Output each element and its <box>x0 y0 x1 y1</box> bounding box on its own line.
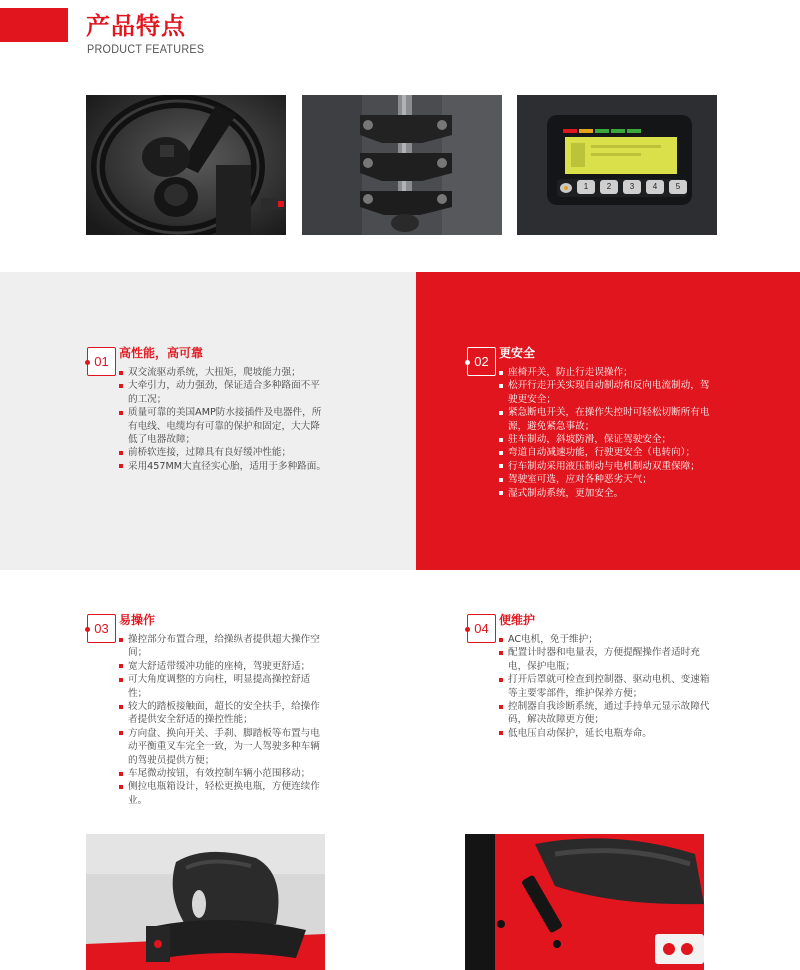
feature-number: 03 <box>94 621 109 636</box>
feature-number: 02 <box>474 354 489 369</box>
feature-item: 配置计时器和电量表，方便提醒操作者适时充电，保护电瓶； <box>499 646 717 673</box>
feature-item: 双交流驱动系统，大扭矩，爬坡能力强； <box>119 366 327 379</box>
title-accent-bar <box>0 8 68 42</box>
panel-button-4: 4 <box>646 180 664 194</box>
feature-item: 低电压自动保护，延长电瓶寿命。 <box>499 727 717 740</box>
feature-number-badge <box>87 614 116 643</box>
feature-item: 前桥软连接，过障具有良好缓冲性能； <box>119 446 327 459</box>
feature-item: AC电机，免于维护； <box>499 633 717 646</box>
panel-button-2: 2 <box>600 180 618 194</box>
seat-adjust-rail-photo <box>302 95 502 235</box>
panel-button-1: 1 <box>577 180 595 194</box>
feature-item: 采用457MM大直径实心胎，适用于多种路面。 <box>119 460 327 473</box>
feature-title: 易操作 <box>119 613 156 627</box>
feature-item: 座椅开关，防止行走误操作； <box>499 366 711 379</box>
feature-number: 04 <box>474 621 489 636</box>
panel-button-3: 3 <box>623 180 641 194</box>
feature-number: 01 <box>94 354 109 369</box>
feature-item: 方向盘、换向开关、手刹、脚踏板等布置与电动平衡重叉车完全一致，为一人驾驶多种车辆的驾驶员提供方便； <box>119 727 327 767</box>
feature-number-badge <box>467 614 496 643</box>
feature-item: 侧拉电瓶箱设计，轻松更换电瓶，方便连续作业。 <box>119 780 327 807</box>
feature-list <box>499 633 717 740</box>
feature-item: 紧急断电开关，在操作失控时可轻松切断所有电源，避免紧急事故； <box>499 406 711 433</box>
feature-list <box>119 633 327 807</box>
feature-item: 驾驶室可选，应对各种恶劣天气； <box>499 473 711 486</box>
feature-list <box>499 366 711 500</box>
instrument-panel-photo <box>517 95 717 235</box>
panel-button-5: 5 <box>669 180 687 194</box>
feature-item: 质量可靠的美国AMP防水接插件及电器件，所有电线、电缆均有可靠的保护和固定，大大降低了电器故障； <box>119 406 327 446</box>
feature-item: 较大的踏板接触面，超长的安全扶手，给操作者提供安全舒适的操控性能； <box>119 700 327 727</box>
feature-item: 大牵引力，动力强劲，保证适合多种路面不平的工况； <box>119 379 327 406</box>
feature-title: 便维护 <box>499 613 536 627</box>
feature-item: 车尾微动按钮，有效控制车辆小范围移动； <box>119 767 327 780</box>
feature-item: 可大角度调整的方向柱，明显提高操控舒适性； <box>119 673 327 700</box>
feature-title: 更安全 <box>499 346 536 360</box>
page-subtitle: PRODUCT FEATURES <box>87 42 205 56</box>
page-title: 产品特点 <box>86 12 186 40</box>
feature-item: 控制器自我诊断系统，通过手持单元显示故障代码，解决故障更方便； <box>499 700 717 727</box>
feature-list <box>119 366 327 473</box>
feature-item: 宽大舒适带缓冲功能的座椅，驾驶更舒适； <box>119 660 327 673</box>
feature-item: 湿式制动系统，更加安全。 <box>499 487 711 500</box>
feature-item: 打开后罩就可检查到控制器、驱动电机、变速箱等主要零部件，维护保养方便； <box>499 673 717 700</box>
feature-item: 弯道自动减速功能，行驶更安全（电转向）； <box>499 446 711 459</box>
panel-buttons <box>577 180 687 194</box>
steering-wheel-photo <box>86 95 286 235</box>
feature-item: 松开行走开关实现自动制动和反向电流制动，驾驶更安全； <box>499 379 711 406</box>
feature-number-badge <box>467 347 496 376</box>
feature-number-badge <box>87 347 116 376</box>
seat-photo <box>86 834 325 970</box>
feature-item: 驻车制动，斜坡防滑，保证驾驶安全； <box>499 433 711 446</box>
feature-title: 高性能，高可靠 <box>119 346 204 360</box>
battery-cover-photo <box>465 834 704 970</box>
feature-item: 行车制动采用液压制动与电机制动双重保障； <box>499 460 711 473</box>
feature-item: 操控部分布置合理，给操纵者提供超大操作空间； <box>119 633 327 660</box>
